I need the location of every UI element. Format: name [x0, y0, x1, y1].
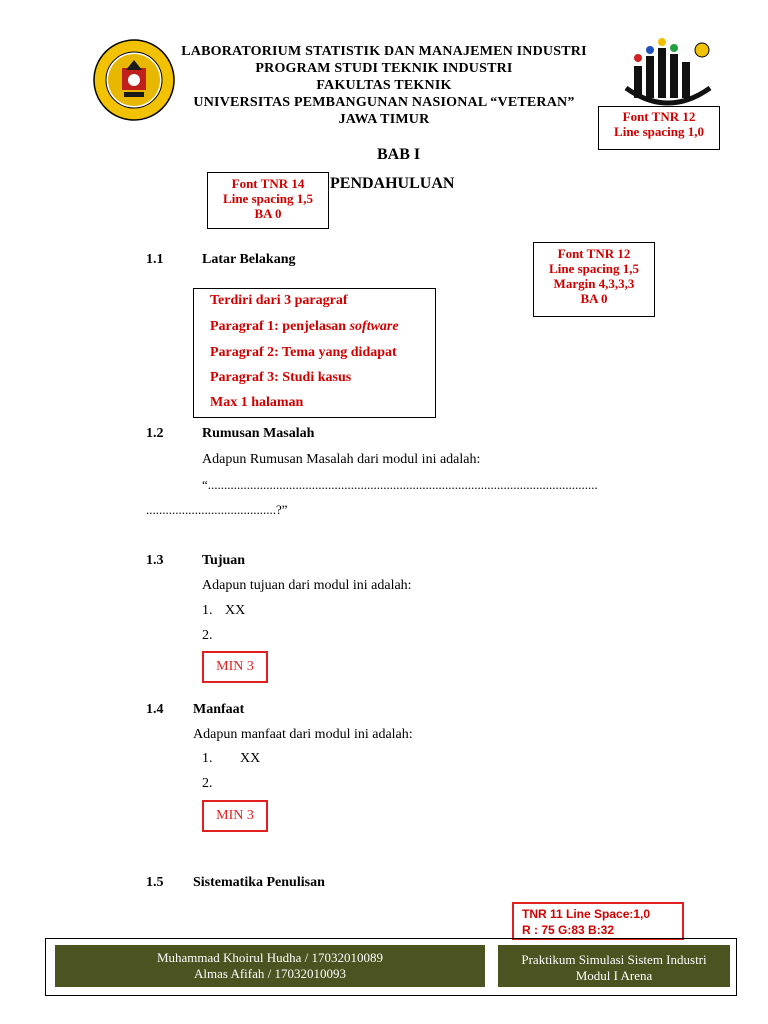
header-note-line: Font TNR 12 [622, 109, 696, 124]
footer-course-line: Praktikum Simulasi Sistem Industri [521, 952, 707, 967]
section-title-manfaat: Manfaat [193, 702, 245, 717]
chapter-title: PENDAHULUAN [330, 175, 455, 192]
section-title-sistematika-penulisan: Sistematika Penulisan [193, 875, 325, 890]
header-line-lab: LABORATORIUM STATISTIK DAN MANAJEMEN INDUSTRI [181, 44, 587, 59]
section-number: 1.4 [146, 702, 164, 717]
chapter-note-line: BA 0 [254, 206, 282, 221]
list-item-text: XX [240, 751, 261, 766]
header-line-program: PROGRAM STUDI TEKNIK INDUSTRI [255, 61, 513, 76]
footer-author-line: Muhammad Khoirul Hudha / 17032010089 [156, 950, 384, 965]
footer-format-note [512, 902, 684, 940]
list-item-number: 2. [202, 628, 213, 643]
header-format-note [598, 106, 720, 150]
chapter-note-line: Font TNR 14 [231, 176, 305, 191]
header-line-faculty: FAKULTAS TEKNIK [316, 78, 452, 93]
footer-authors [55, 945, 485, 987]
header-line-city: JAWA TIMUR [338, 112, 430, 127]
section-title-tujuan: Tujuan [202, 553, 246, 568]
footer-course [498, 945, 730, 987]
body-note-line: Font TNR 12 [557, 246, 631, 261]
list-item-number: 2. [202, 776, 213, 791]
section-title-latar-belakang: Latar Belakang [202, 252, 296, 267]
footer-author-line: Almas Afifah / 17032010093 [193, 966, 346, 981]
min-3-note: MIN 3 [202, 651, 268, 683]
section-intro-text: Adapun manfaat dari modul ini adalah: [193, 727, 413, 742]
header-line-university: UNIVERSITAS PEMBANGUNAN NASIONAL “VETERAN” [193, 95, 575, 110]
section-number: 1.3 [146, 553, 164, 568]
section-title-rumusan-masalah: Rumusan Masalah [202, 426, 315, 441]
section-intro-text: Adapun tujuan dari modul ini adalah: [202, 578, 412, 593]
guideline-line: Paragraf 3: Studi kasus [210, 370, 352, 385]
guideline-line: Paragraf 2: Tema yang didapat [210, 345, 397, 360]
body-format-note [533, 242, 655, 317]
list-item-text: XX [225, 603, 246, 618]
section-number: 1.5 [146, 875, 164, 890]
guideline-italic-word: software [349, 319, 399, 334]
footer-note-line: TNR 11 Line Space:1,0 [522, 907, 651, 921]
list-item-number: 1. [202, 603, 213, 618]
section-number: 1.2 [146, 426, 164, 441]
list-item-number: 1. [202, 751, 213, 766]
placeholder-dotted-line: ........................................?” [146, 502, 288, 517]
chapter-number: BAB I [377, 146, 421, 163]
body-note-line: Line spacing 1,5 [549, 261, 639, 276]
section-number: 1.1 [146, 252, 164, 267]
guideline-text: Paragraf 1: penjelasan [210, 319, 350, 334]
chapter-format-note [207, 172, 329, 229]
body-note-line: BA 0 [580, 291, 608, 306]
section-intro-text: Adapun Rumusan Masalah dari modul ini adalah: [202, 452, 481, 467]
body-note-line: Margin 4,3,3,3 [553, 276, 635, 291]
guideline-line: Max 1 halaman [210, 395, 304, 410]
chapter-note-line: Line spacing 1,5 [223, 191, 313, 206]
latar-belakang-guideline-box [193, 288, 436, 418]
guideline-line: Terdiri dari 3 paragraf [210, 293, 348, 308]
footer-note-line: R : 75 G:83 B:32 [522, 923, 615, 937]
guideline-line [210, 319, 399, 335]
header-note-line: Line spacing 1,0 [614, 124, 704, 139]
footer-course-line: Modul I Arena [575, 968, 653, 983]
min-3-note: MIN 3 [202, 800, 268, 832]
placeholder-dotted-line: “........................................................................................................................ [202, 477, 598, 492]
